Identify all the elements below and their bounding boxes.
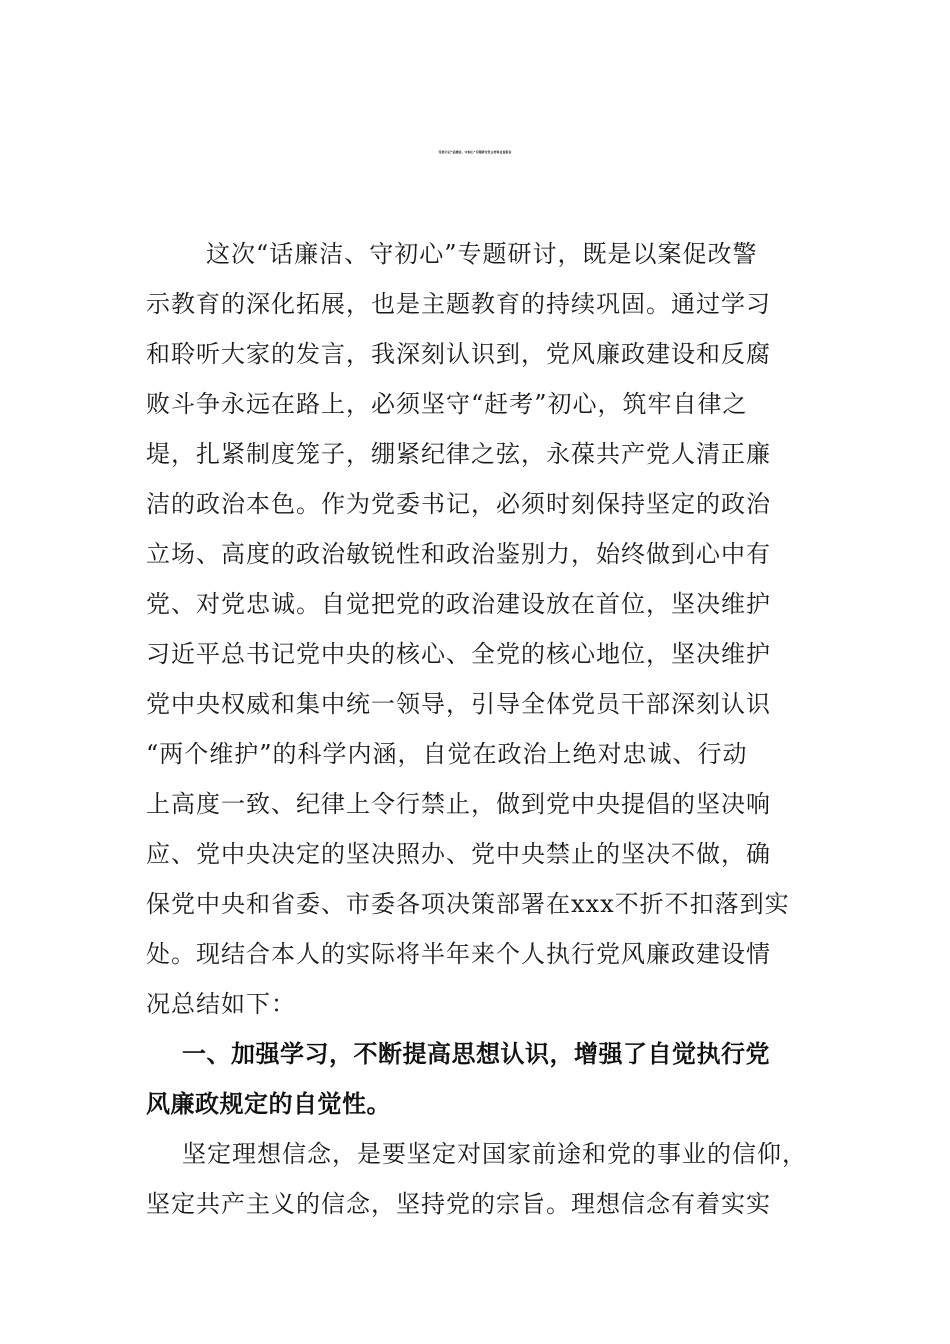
paragraph-line: 党中央权威和集中统一领导，引导全体党员干部深刻认识: [146, 690, 771, 718]
paragraph-line: 立场、高度的政治敏锐性和政治鉴别力，始终做到心中有: [146, 540, 771, 568]
paragraph-line: 这次“话廉洁、守初心”专题研讨，既是以案促改警: [206, 240, 758, 268]
paragraph-line: 党、对党忠诚。自觉把党的政治建设放在首位，坚决维护: [146, 590, 771, 618]
paragraph-line: 和聆听大家的发言，我深刻认识到，党风廉政建设和反腐: [146, 340, 771, 368]
paragraph-line: 处。现结合本人的实际将半年来个人执行党风廉政建设情: [146, 940, 771, 968]
section-heading-line: 一、加强学习，不断提高思想认识，增强了自觉执行党: [182, 1040, 770, 1068]
paragraph-line: 习近平总书记党中央的核心、全党的核心地位，坚决维护: [146, 640, 771, 668]
section-heading-line: 风廉政规定的自觉性。: [146, 1090, 391, 1118]
paragraph-line: 示教育的深化拓展，也是主题教育的持续巩固。通过学习: [146, 290, 771, 318]
paragraph-line: 堤，扎紧制度笼子，绷紧纪律之弦，永葆共产党人清正廉: [146, 440, 771, 468]
paragraph-line: 坚定共产主义的信念，坚持党的宗旨。理想信念有着实实: [146, 1190, 771, 1218]
paragraph-line: “两个维护”的科学内涵，自觉在政治上绝对忠诚、行动: [146, 740, 748, 768]
paragraph-line: 上高度一致、纪律上令行禁止，做到党中央提倡的坚决响: [146, 790, 771, 818]
document-title: 党委书记“话廉洁、守初心”专题研讨发言材料自查报告: [438, 150, 512, 154]
paragraph-line: 败斗争永远在路上，必须坚守“赶考”初心，筑牢自律之: [146, 390, 748, 418]
paragraph-line: 况总结如下：: [146, 990, 296, 1018]
paragraph-line: 保党中央和省委、市委各项决策部署在xxx不折不扣落到实: [146, 890, 790, 918]
paragraph-line: 应、党中央决定的坚决照办、党中央禁止的坚决不做，确: [146, 840, 771, 868]
paragraph-line: 坚定理想信念，是要坚定对国家前途和党的事业的信仰，: [182, 1140, 807, 1168]
paragraph-line: 洁的政治本色。作为党委书记，必须时刻保持坚定的政治: [146, 490, 771, 518]
